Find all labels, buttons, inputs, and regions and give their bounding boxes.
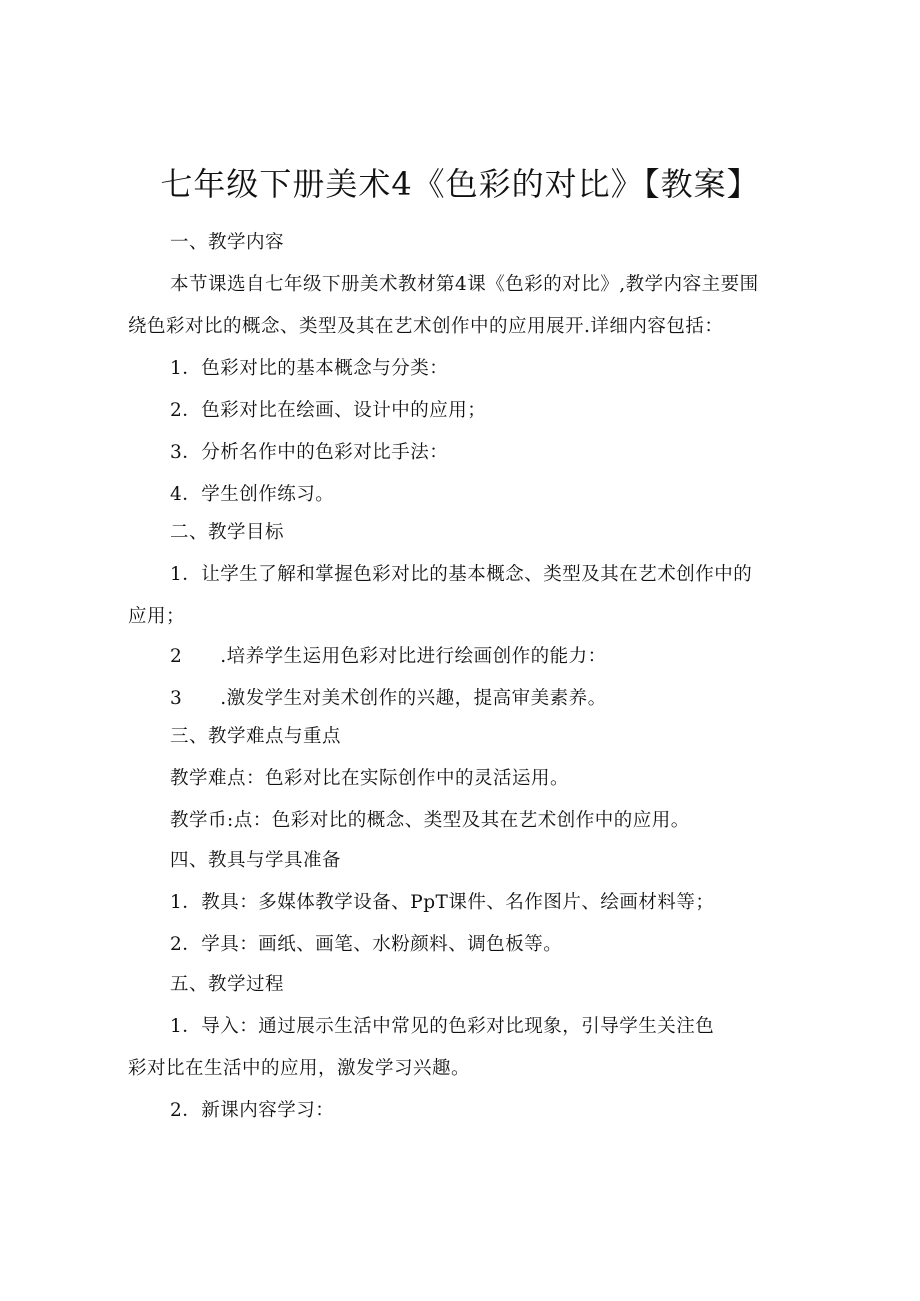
list-item: 1．色彩对比的基本概念与分类：: [170, 358, 449, 379]
paragraph-line: 彩对比在生活中的应用，激发学习兴趣。: [128, 1058, 471, 1079]
list-item: 1．让学生了解和掌握色彩对比的基本概念、类型及其在艺术创作中的: [170, 564, 753, 585]
section-heading-objectives: 二、教学目标: [170, 522, 285, 543]
list-item: 4．学生创作练习。: [170, 484, 335, 505]
paragraph-line: 教学币:点：色彩对比的概念、类型及其在艺术创作中的应用。: [170, 810, 690, 831]
list-item: 3．分析名作中的色彩对比手法：: [170, 442, 449, 463]
paragraph-line: 绕色彩对比的概念、类型及其在艺术创作中的应用展开.详细内容包括：: [128, 316, 724, 337]
list-item: 2．色彩对比在绘画、设计中的应用；: [170, 400, 487, 421]
paragraph-line: 应用；: [128, 606, 186, 627]
list-item: 2．学具：画纸、画笔、水粉颜料、调色板等。: [170, 934, 563, 955]
document-title: 七年级下册美术4《色彩的对比》【教案】: [160, 165, 760, 203]
list-item: 3 .激发学生对美术创作的兴趣，提高审美素养。: [170, 688, 607, 709]
section-heading-materials: 四、教具与学具准备: [170, 850, 342, 871]
section-heading-difficulty: 三、教学难点与重点: [170, 726, 342, 747]
list-item: 1．导入：通过展示生活中常见的色彩对比现象，引导学生关注色: [170, 1016, 715, 1037]
list-item: 2 .培养学生运用色彩对比进行绘画创作的能力：: [170, 646, 607, 667]
list-item: 1．教具：多媒体教学设备、PpT课件、名作图片、绘画材料等；: [170, 892, 715, 913]
list-item: 2．新课内容学习：: [170, 1100, 335, 1121]
section-heading-content: 一、教学内容: [170, 232, 285, 253]
section-heading-process: 五、教学过程: [170, 974, 285, 995]
paragraph-line: 本节课选自七年级下册美术教材第4课《色彩的对比》,教学内容主要围: [170, 274, 759, 295]
paragraph-line: 教学难点：色彩对比在实际创作中的灵活运用。: [170, 768, 570, 789]
